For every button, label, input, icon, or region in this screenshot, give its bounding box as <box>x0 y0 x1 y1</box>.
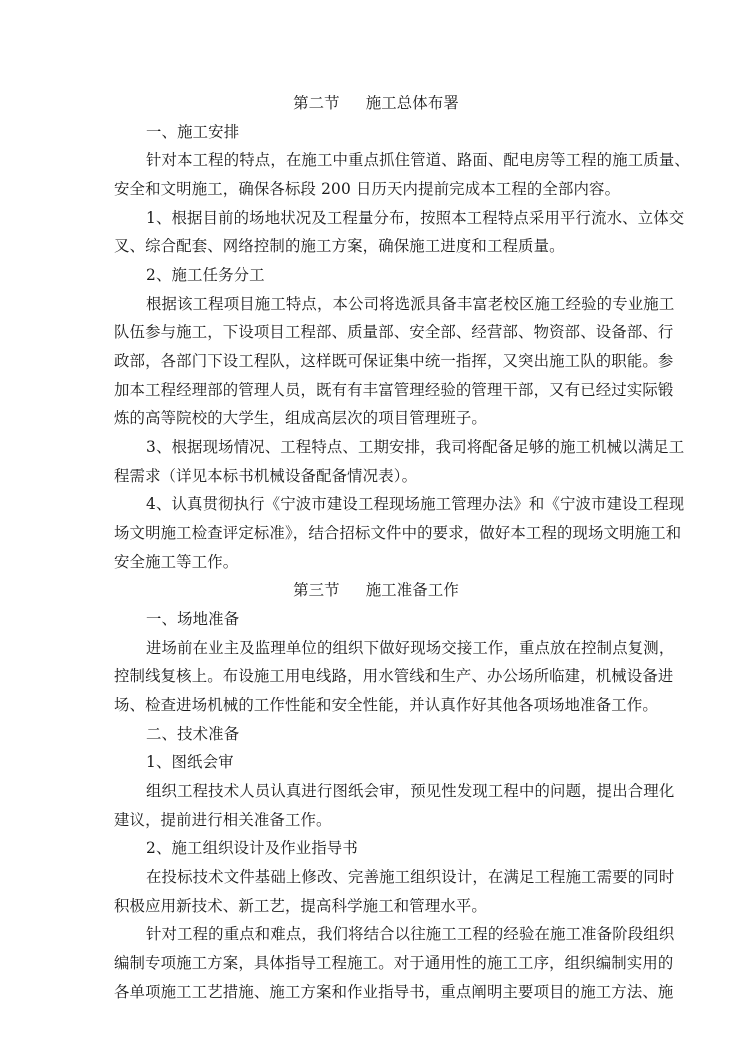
paragraph-line: 积极应用新技术、新工艺，提高科学施工和管理水平。 <box>114 897 487 915</box>
paragraph-line: 建议，提前进行相关准备工作。 <box>114 811 332 829</box>
item-heading: 2、施工组织设计及作业指导书 <box>146 839 358 857</box>
section-number: 第二节 <box>293 94 340 112</box>
paragraph-line: 针对工程的重点和难点，我们将结合以往施工工程的经验在施工准备阶段组织 <box>146 925 675 943</box>
paragraph-line: 在投标技术文件基础上修改、完善施工组织设计，在满足工程施工需要的同时 <box>146 868 675 886</box>
item-heading: 1、图纸会审 <box>146 753 234 771</box>
section-heading <box>114 578 638 602</box>
paragraph-line: 编制专项施工方案，具体指导工程施工。对于通用性的施工工序，组织编制实用的 <box>114 954 674 972</box>
paragraph-line: 政部，各部门下设工程队，这样既可保证集中统一指挥，又突出施工队的职能。参 <box>114 352 674 370</box>
paragraph-line: 控制线复核上。布设施工用电线路，用水管线和生产、办公场所临建，机械设备进 <box>114 667 674 685</box>
paragraph-line: 场、检查进场机械的工作性能和安全性能，并认真作好其他各项场地准备工作。 <box>114 696 658 714</box>
paragraph-line: 安全施工等工作。 <box>114 553 239 571</box>
paragraph-line: 程需求（详见本标书机械设备配备情况表）。 <box>114 467 418 485</box>
paragraph-line: 1、根据目前的场地状况及工程量分布，按照本工程特点采用平行流水、立体交 <box>146 209 685 227</box>
paragraph-line: 炼的高等院校的大学生，组成高层次的项目管理班子。 <box>114 409 487 427</box>
item-heading: 2、施工任务分工 <box>146 266 265 284</box>
section-number: 第三节 <box>293 581 340 599</box>
paragraph-line: 4、认真贯彻执行《宁波市建设工程现场施工管理办法》和《宁波市建设工程现 <box>146 495 685 513</box>
paragraph-line: 安全和文明施工，确保各标段 200 日历天内提前完成本工程的全部内容。 <box>114 180 621 198</box>
paragraph-line: 进场前在业主及监理单位的组织下做好现场交接工作，重点放在控制点复测， <box>146 639 675 657</box>
section-title: 施工总体布署 <box>365 94 459 112</box>
subsection-heading: 一、施工安排 <box>146 123 240 141</box>
paragraph-line: 加本工程经理部的管理人员，既有有丰富管理经验的管理干部，又有已经过实际锻 <box>114 381 674 399</box>
paragraph-line: 组织工程技术人员认真进行图纸会审，预见性发现工程中的问题，提出合理化 <box>146 782 675 800</box>
paragraph-line: 根据该工程项目施工特点，本公司将选派具备丰富老校区施工经验的专业施工 <box>146 295 675 313</box>
paragraph-line: 队伍参与施工，下设项目工程部、质量部、安全部、经营部、物资部、设备部、行 <box>114 323 674 341</box>
paragraph-line: 针对本工程的特点，在施工中重点抓住管道、路面、配电房等工程的施工质量、 <box>146 151 690 169</box>
subsection-heading: 二、技术准备 <box>146 725 240 743</box>
subsection-heading: 一、场地准备 <box>146 610 240 628</box>
paragraph-line: 叉、综合配套、网络控制的施工方案，确保施工进度和工程质量。 <box>114 237 565 255</box>
paragraph-line: 场文明施工检查评定标准》，结合招标文件中的要求，做好本工程的现场文明施工和 <box>114 524 682 542</box>
section-title: 施工准备工作 <box>365 581 459 599</box>
paragraph-line: 3、根据现场情况、工程特点、工期安排，我司将配备足够的施工机械以满足工 <box>146 438 685 456</box>
paragraph-line: 各单项施工工艺措施、施工方案和作业指导书，重点阐明主要项目的施工方法、施 <box>114 983 674 1001</box>
section-heading <box>114 91 638 115</box>
